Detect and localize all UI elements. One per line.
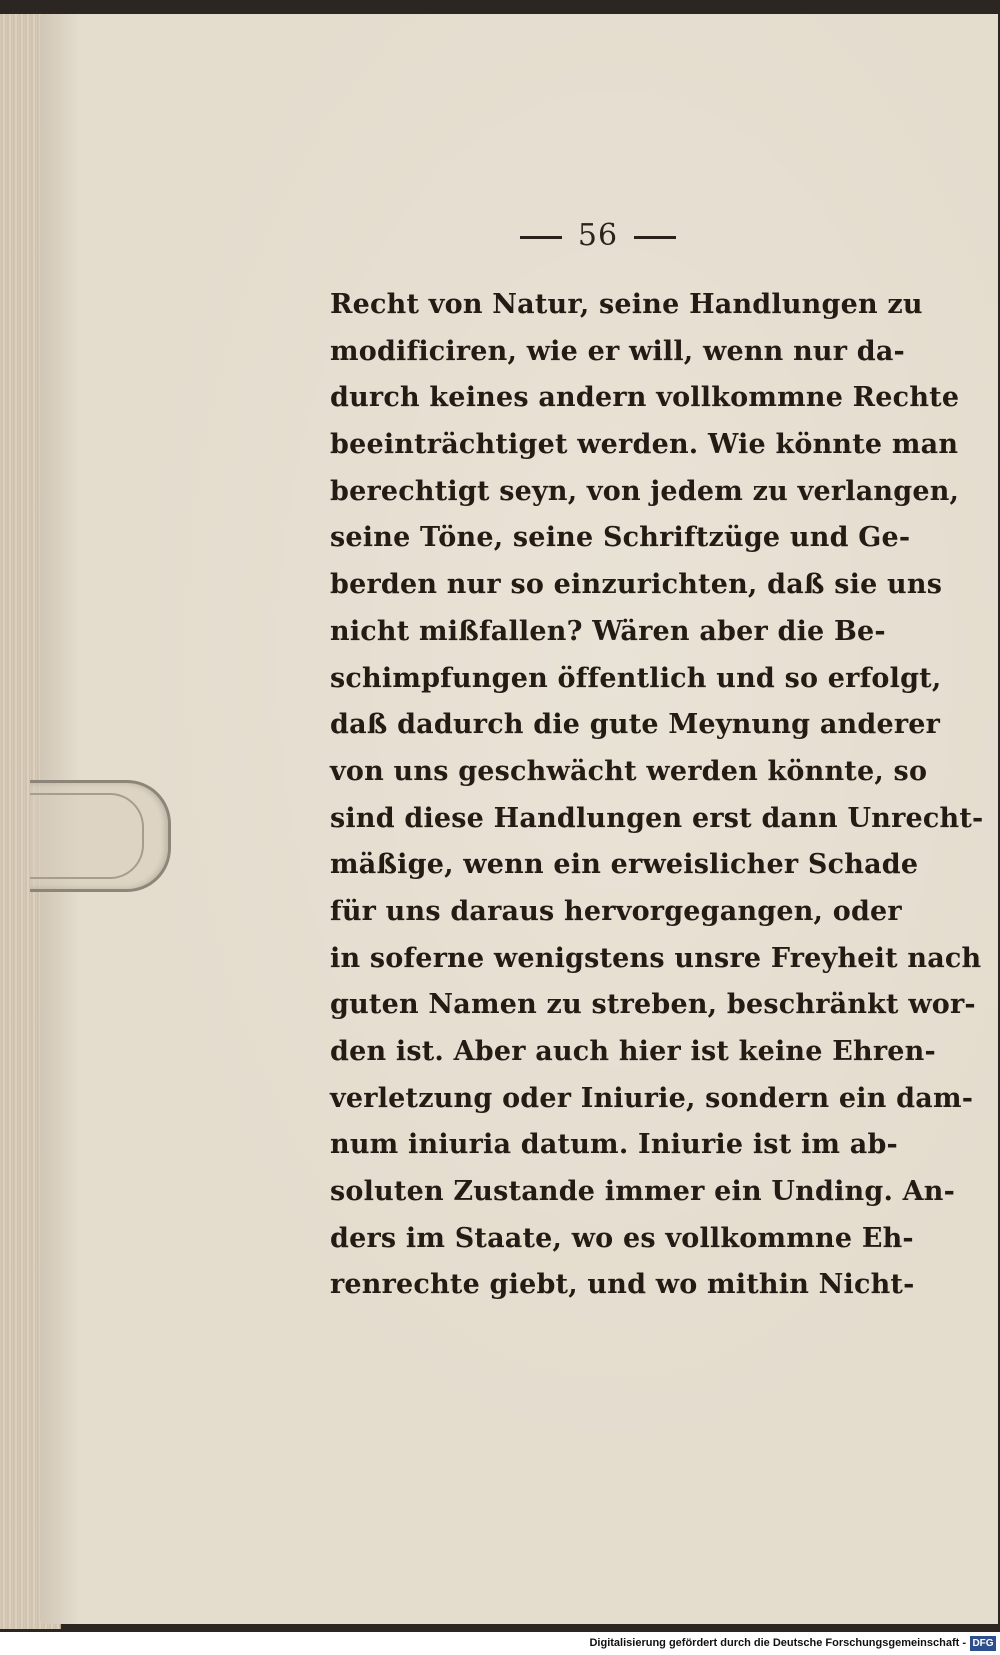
text-line: num iniuria datum. Iniurie ist im ab- bbox=[330, 1129, 898, 1161]
bookmark-clip-inner bbox=[30, 793, 144, 879]
page-number: 56 bbox=[488, 218, 708, 253]
text-line: Recht von Natur, seine Handlungen zu bbox=[330, 289, 923, 320]
body-text bbox=[330, 282, 984, 1309]
text-line: in soferne wenigstens unsre Freyheit nach bbox=[330, 942, 982, 974]
text-line: berden nur so einzurichten, daß sie uns bbox=[330, 569, 943, 601]
text-line: sind diese Handlungen erst dann Unrecht- bbox=[330, 802, 984, 834]
text-line: berechtigt seyn, von jedem zu verlangen, bbox=[330, 475, 960, 507]
bookmark-clip bbox=[30, 780, 171, 892]
text-line: den ist. Aber auch hier ist keine Ehren- bbox=[330, 1036, 936, 1067]
text-line: verletzung oder Iniurie, sondern ein dam- bbox=[330, 1082, 974, 1114]
text-line: guten Namen zu streben, beschränkt wor- bbox=[330, 989, 976, 1021]
funding-credit: Digitalisierung gefördert durch die Deutsche Forschungsgemeinschaft - bbox=[589, 1637, 966, 1649]
text-line: seine Töne, seine Schriftzüge und Ge- bbox=[330, 522, 911, 554]
dfg-logo-icon: DFG bbox=[970, 1636, 996, 1651]
text-line: durch keines andern vollkommne Rechte bbox=[330, 382, 960, 414]
footer-bar bbox=[0, 1634, 1000, 1655]
text-line: mäßige, wenn ein erweislicher Schade bbox=[330, 849, 919, 881]
text-line: ders im Staate, wo es vollkommne Eh- bbox=[330, 1222, 914, 1254]
text-line: renrechte giebt, und wo mithin Nicht- bbox=[330, 1269, 915, 1301]
text-line: modificiren, wie er will, wenn nur da- bbox=[330, 335, 905, 367]
text-line: beeinträchtiget werden. Wie könnte man bbox=[330, 429, 959, 461]
text-line: schimpfungen öffentlich und so erfolgt, bbox=[330, 662, 942, 694]
text-line: daß dadurch die gute Meynung anderer bbox=[330, 709, 941, 741]
text-line: soluten Zustande immer ein Unding. An- bbox=[330, 1176, 956, 1208]
text-line: nicht mißfallen? Wären aber die Be- bbox=[330, 615, 886, 647]
text-line: für uns daraus hervorgegangen, oder bbox=[330, 895, 902, 927]
text-line: von uns geschwächt werden könnte, so bbox=[330, 755, 928, 787]
